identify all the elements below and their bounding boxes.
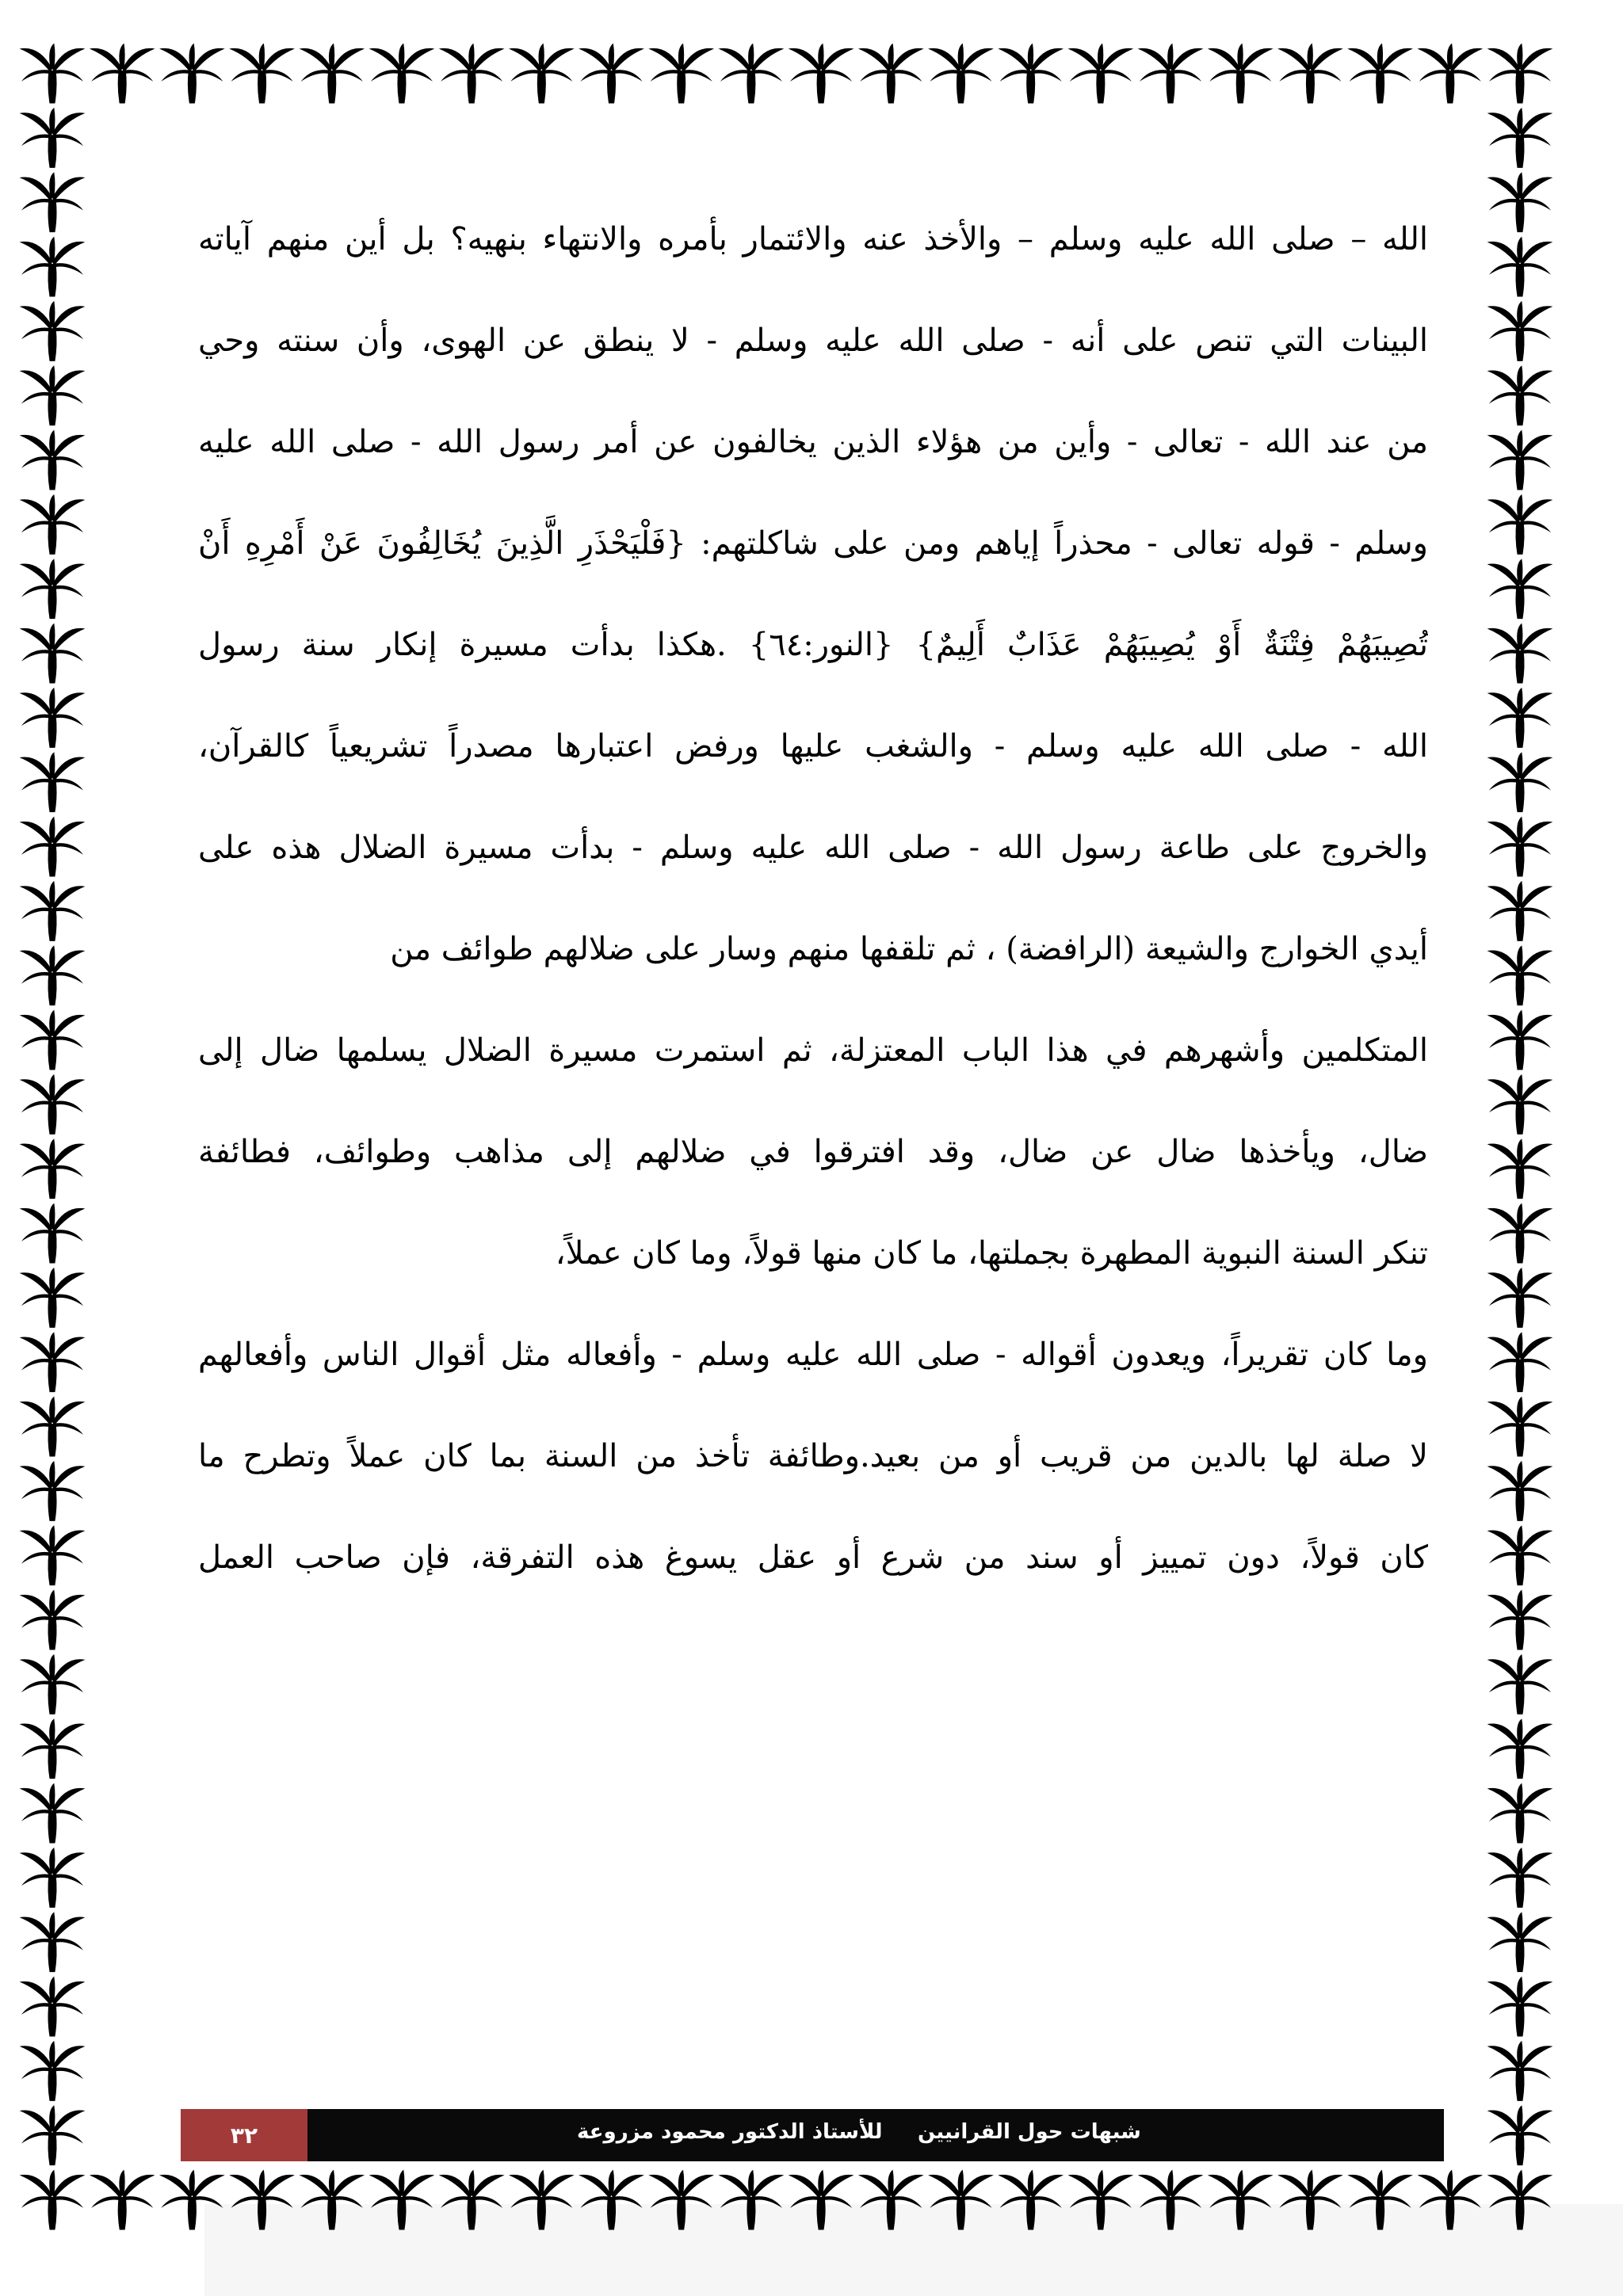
palm-tree-icon xyxy=(1487,1010,1553,1070)
palm-tree-icon xyxy=(299,2170,365,2230)
palm-tree-icon xyxy=(20,1718,86,1779)
palm-tree-icon xyxy=(1487,1783,1553,1844)
palm-tree-icon xyxy=(1487,1525,1553,1585)
palm-tree-icon xyxy=(20,881,86,941)
palm-tree-icon xyxy=(928,2170,994,2230)
palm-tree-icon xyxy=(20,1203,86,1264)
palm-tree-icon xyxy=(1487,1461,1553,1521)
text-line-2: البينات التي تنص على أنه - صلى الله عليه وسلم - لا ينطق عن الهوى، وأن سنته وحي xyxy=(198,322,1428,359)
palm-tree-icon xyxy=(20,365,86,425)
palm-tree-icon xyxy=(719,44,785,104)
palm-tree-icon xyxy=(1138,44,1204,104)
palm-tree-icon xyxy=(789,44,854,104)
palm-tree-icon xyxy=(1487,1268,1553,1328)
palm-tree-icon xyxy=(20,1912,86,1972)
palm-tree-icon xyxy=(1487,945,1553,1005)
palm-tree-icon xyxy=(1487,624,1553,684)
palm-tree-icon xyxy=(648,44,714,104)
text-line-4: وسلم - قوله تعالى - محذراً إياهم ومن على شاكلتهم: {فَلْيَحْذَرِ الَّذِينَ يُخَالِفُونَ عَنْ أَمْرِهِ أَنْ xyxy=(198,525,1428,562)
text-line-6: الله - صلى الله عليه وسلم - والشغب عليها ورفض اعتبارها مصدراً تشريعياً كالقرآن، xyxy=(198,728,1428,765)
text-line-14: كان قولاً، دون تمييز أو سند من شرع أو عقل يسوغ هذه التفرقة، فإن صاحب العمل xyxy=(198,1539,1428,1576)
palm-tree-icon xyxy=(20,1138,86,1199)
palm-tree-icon xyxy=(159,44,225,104)
palm-tree-icon xyxy=(1487,172,1553,232)
palm-tree-icon xyxy=(1487,1654,1553,1714)
palm-tree-icon xyxy=(1487,1590,1553,1650)
palm-tree-icon xyxy=(1487,2170,1553,2230)
palm-tree-icon xyxy=(20,1461,86,1521)
palm-tree-icon xyxy=(229,44,295,104)
palm-tree-icon xyxy=(858,44,924,104)
palm-tree-icon xyxy=(20,301,86,361)
palm-tree-icon xyxy=(20,688,86,748)
palm-tree-icon xyxy=(1487,494,1553,555)
footer-book-title: شبهات حول القرانيين xyxy=(918,2120,1141,2144)
palm-tree-icon xyxy=(20,1525,86,1585)
text-line-3: من عند الله - تعالى - وأين من هؤلاء الذين يخالفون عن أمر رسول الله - صلى الله عليه xyxy=(198,424,1428,460)
palm-tree-icon xyxy=(1487,1203,1553,1264)
palm-tree-icon xyxy=(1417,44,1483,104)
palm-tree-icon xyxy=(1208,44,1274,104)
palm-tree-icon xyxy=(439,44,505,104)
text-line-9: المتكلمين وأشهرهم في هذا الباب المعتزلة، ثم استمرت مسيرة الضلال يسلمها ضال إلى xyxy=(198,1032,1428,1069)
palm-tree-icon xyxy=(579,2170,644,2230)
palm-tree-icon xyxy=(20,1654,86,1714)
palm-tree-icon xyxy=(20,945,86,1005)
palm-tree-icon xyxy=(20,817,86,877)
footer-author: للأستاذ الدكتور محمود مزروعة xyxy=(577,2120,883,2144)
palm-tree-icon xyxy=(1487,752,1553,812)
palm-tree-icon xyxy=(1487,44,1553,104)
palm-tree-icon xyxy=(1487,1074,1553,1135)
text-line-10: ضال، ويأخذها ضال عن ضال، وقد افترقوا في ضلالهم إلى مذاهب وطوائف، فطائفة xyxy=(198,1134,1428,1170)
palm-tree-icon xyxy=(858,2170,924,2230)
palm-tree-icon xyxy=(719,2170,785,2230)
palm-tree-icon xyxy=(1138,2170,1204,2230)
palm-tree-icon xyxy=(1208,2170,1274,2230)
palm-tree-icon xyxy=(1487,1718,1553,1779)
palm-tree-icon xyxy=(789,2170,854,2230)
palm-tree-icon xyxy=(1487,1848,1553,1908)
palm-tree-icon xyxy=(299,44,365,104)
palm-tree-icon xyxy=(90,2170,155,2230)
palm-tree-icon xyxy=(1487,1977,1553,2037)
text-line-11: تنكر السنة النبوية المطهرة بجملتها، ما كان منها قولاً، وما كان عملاً، xyxy=(555,1235,1428,1272)
palm-tree-icon xyxy=(1487,1912,1553,1972)
palm-tree-icon xyxy=(1487,365,1553,425)
palm-tree-icon xyxy=(1487,1332,1553,1392)
palm-tree-icon xyxy=(648,2170,714,2230)
palm-tree-icon xyxy=(20,559,86,619)
palm-tree-icon xyxy=(20,108,86,168)
palm-tree-icon xyxy=(1487,108,1553,168)
palm-tree-icon xyxy=(1487,301,1553,361)
palm-tree-icon xyxy=(928,44,994,104)
palm-tree-icon xyxy=(509,2170,575,2230)
palm-tree-icon xyxy=(20,624,86,684)
palm-tree-icon xyxy=(439,2170,505,2230)
palm-tree-icon xyxy=(20,237,86,297)
palm-tree-icon xyxy=(1487,881,1553,941)
palm-tree-icon xyxy=(1417,2170,1483,2230)
palm-tree-icon xyxy=(509,44,575,104)
text-line-5: تُصِيبَهُمْ فِتْنَةٌ أَوْ يُصِيبَهُمْ عَذَابٌ أَلِيمٌ} {النور:٦٤} .هكذا بدأت مسيرة إنكار سنة رسول xyxy=(198,627,1428,663)
palm-tree-icon xyxy=(1487,237,1553,297)
page-footer xyxy=(181,2109,1444,2161)
palm-tree-icon xyxy=(20,1010,86,1070)
palm-tree-icon xyxy=(90,44,155,104)
palm-tree-icon xyxy=(229,2170,295,2230)
palm-tree-icon xyxy=(1067,44,1133,104)
text-line-8: أيدي الخوارج والشيعة (الرافضة) ، ثم تلقفها منهم وسار على ضلالهم طوائف من xyxy=(390,931,1428,967)
palm-tree-icon xyxy=(20,2041,86,2101)
palm-tree-icon xyxy=(369,44,435,104)
palm-tree-icon xyxy=(1487,559,1553,619)
palm-tree-icon xyxy=(159,2170,225,2230)
palm-tree-icon xyxy=(20,2105,86,2165)
palm-tree-icon xyxy=(1487,430,1553,490)
palm-tree-icon xyxy=(1487,2105,1553,2165)
page-number: ٣٢ xyxy=(181,2109,307,2161)
palm-tree-icon xyxy=(1277,44,1343,104)
palm-tree-icon xyxy=(20,1268,86,1328)
palm-tree-icon xyxy=(20,172,86,232)
palm-tree-icon xyxy=(1487,1138,1553,1199)
palm-tree-icon xyxy=(369,2170,435,2230)
main-text xyxy=(198,208,1428,1627)
text-line-1: الله – صلى الله عليه وسلم – والأخذ عنه والائتمار بأمره والانتهاء بنهيه؟ بل أين منهم آياته xyxy=(198,221,1428,257)
text-line-7: والخروج على طاعة رسول الله - صلى الله عليه وسلم - بدأت مسيرة الضلال هذه على xyxy=(198,830,1428,866)
text-line-12: وما كان تقريراً، ويعدون أقواله - صلى الله عليه وسلم - وأفعاله مثل أقوال الناس وأفعالهم xyxy=(198,1337,1428,1373)
palm-tree-icon xyxy=(1347,44,1413,104)
palm-tree-icon xyxy=(20,2170,86,2230)
palm-tree-icon xyxy=(20,1397,86,1457)
palm-tree-icon xyxy=(1277,2170,1343,2230)
palm-tree-icon xyxy=(20,752,86,812)
palm-tree-icon xyxy=(20,1977,86,2037)
palm-tree-icon xyxy=(1487,1397,1553,1457)
palm-tree-icon xyxy=(20,1332,86,1392)
palm-tree-icon xyxy=(20,1848,86,1908)
palm-tree-icon xyxy=(1487,817,1553,877)
text-line-13: لا صلة لها بالدين من قريب أو من بعيد.وطائفة تأخذ من السنة بما كان عملاً وتطرح ما xyxy=(198,1438,1428,1474)
palm-tree-icon xyxy=(1067,2170,1133,2230)
palm-tree-icon xyxy=(1347,2170,1413,2230)
palm-tree-icon xyxy=(20,1074,86,1135)
palm-tree-icon xyxy=(20,1590,86,1650)
palm-tree-icon xyxy=(998,44,1064,104)
palm-tree-icon xyxy=(998,2170,1064,2230)
palm-tree-icon xyxy=(20,430,86,490)
palm-tree-icon xyxy=(579,44,644,104)
palm-tree-icon xyxy=(1487,2041,1553,2101)
palm-tree-icon xyxy=(20,494,86,555)
footer-bar xyxy=(307,2109,1444,2161)
palm-tree-icon xyxy=(20,44,86,104)
palm-tree-icon xyxy=(1487,688,1553,748)
palm-tree-icon xyxy=(20,1783,86,1844)
